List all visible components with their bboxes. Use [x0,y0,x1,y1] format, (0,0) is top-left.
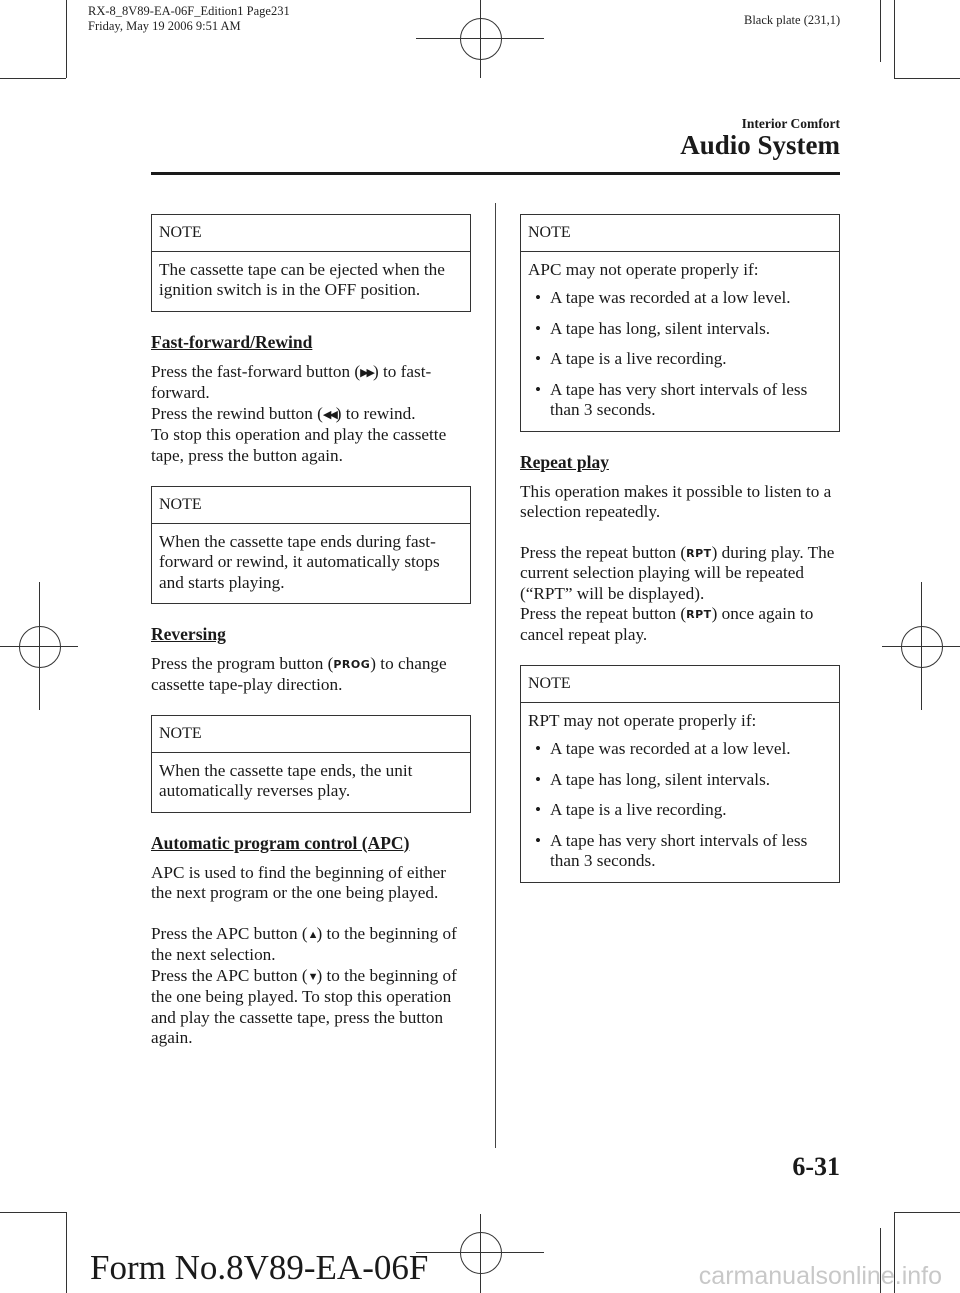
note-bullet-list [528,288,832,421]
paragraph-repeat-intro: This operation makes it possible to listen to a selection repeatedly. [520,481,832,521]
paragraph-apc-intro: APC is used to find the beginning of either the next program or the one being played. [151,862,447,902]
note-text: The cassette tape can be ejected when the ignition switch is in the OFF position. [159,259,445,299]
list-item: • A tape has long, silent intervals. [528,770,832,791]
list-item: • A tape is a live recording. [528,349,832,370]
note-intro: RPT may not operate properly if: [528,710,757,730]
prog-button-icon: PROG [333,658,371,671]
registration-mark-v [480,1214,481,1293]
note-box-tape-end [151,486,471,604]
note-heading: NOTE [521,666,839,703]
note-heading: NOTE [152,215,470,252]
down-arrow-icon: ▼ [307,970,317,983]
section-label: Interior Comfort [741,116,840,131]
plate-info: Black plate (231,1) [744,13,841,27]
paragraph-apc-buttons: Press the APC button (▲) to the beginning of the next selection. Press the APC button (▼) to the beginning of the one being played. To stop this operation and play the cassette tape, press the button again. [151,923,457,1047]
note-box-apc [520,214,840,432]
note-heading: NOTE [152,716,470,753]
rpt-button-icon: RPT [686,608,712,621]
registration-mark [901,626,943,668]
left-column [151,214,471,1069]
list-item: • A tape was recorded at a low level. [528,739,832,760]
print-slug-line2: Friday, May 19 2006 9:51 AM [88,19,241,33]
up-arrow-icon: ▲ [307,928,317,941]
heading-apc: Automatic program control (APC) [151,832,410,853]
note-box-rpt [520,665,840,883]
fast-forward-icon: ▶▶ [360,366,373,379]
crop-mark [0,78,66,79]
crop-mark [894,78,960,79]
note-heading: NOTE [521,215,839,252]
form-number: Form No.8V89-EA-06F [90,1248,429,1287]
column-divider [495,203,496,1148]
print-slug [88,4,290,34]
paragraph-repeat-buttons: Press the repeat button (RPT) during play. The current selection playing will be repeated (“RPT” will be displayed). Press the repeat button (RPT) once again to cancel repeat play. [520,542,835,644]
note-intro: APC may not operate properly if: [528,259,759,279]
list-item: • A tape has very short intervals of less than 3 seconds. [528,380,832,421]
registration-mark-v [921,582,922,710]
right-column [520,214,840,903]
list-item: • A tape was recorded at a low level. [528,288,832,309]
paragraph-fast-forward: Press the fast-forward button (▶▶) to fast-forward. Press the rewind button (◀◀) to rewind. To stop this operation and play the cassette tape, press the button again. [151,361,447,465]
crop-mark [0,1212,66,1213]
registration-mark-v [480,0,481,78]
crop-mark [894,1212,960,1213]
watermark: carmanualsonline.info [698,1262,942,1290]
note-text: When the cassette tape ends during fast-forward or rewind, it automatically stops and starts playing. [159,531,440,592]
chapter-title: Audio System [680,130,840,160]
registration-mark [460,18,502,60]
crop-mark [66,1212,67,1293]
registration-mark [460,1232,502,1274]
crop-mark [880,0,881,62]
rpt-button-icon: RPT [686,546,712,560]
list-item: • A tape has long, silent intervals. [528,319,832,340]
note-box-auto-reverse [151,715,471,813]
list-item: • A tape has very short intervals of less than 3 seconds. [528,831,832,872]
note-heading: NOTE [152,487,470,524]
paragraph-reversing: Press the program button (PROG) to change cassette tape-play direction. [151,654,447,694]
note-box-eject [151,214,471,312]
print-slug-line1: RX-8_8V89-EA-06F_Edition1 Page231 [88,4,290,18]
registration-mark-v [39,582,40,710]
note-bullet-list [528,739,832,872]
note-text: When the cassette tape ends, the unit automatically reverses play. [159,760,413,800]
crop-mark [894,0,895,78]
rewind-icon: ◀◀ [322,408,336,421]
header-rule [151,172,840,175]
heading-repeat-play: Repeat play [520,451,609,472]
list-item: • A tape is a live recording. [528,800,832,821]
crop-mark [66,0,67,78]
registration-mark [19,626,61,668]
heading-fast-forward-rewind: Fast-forward/Rewind [151,331,313,352]
page-number: 6-31 [792,1152,840,1181]
heading-reversing: Reversing [151,624,226,644]
